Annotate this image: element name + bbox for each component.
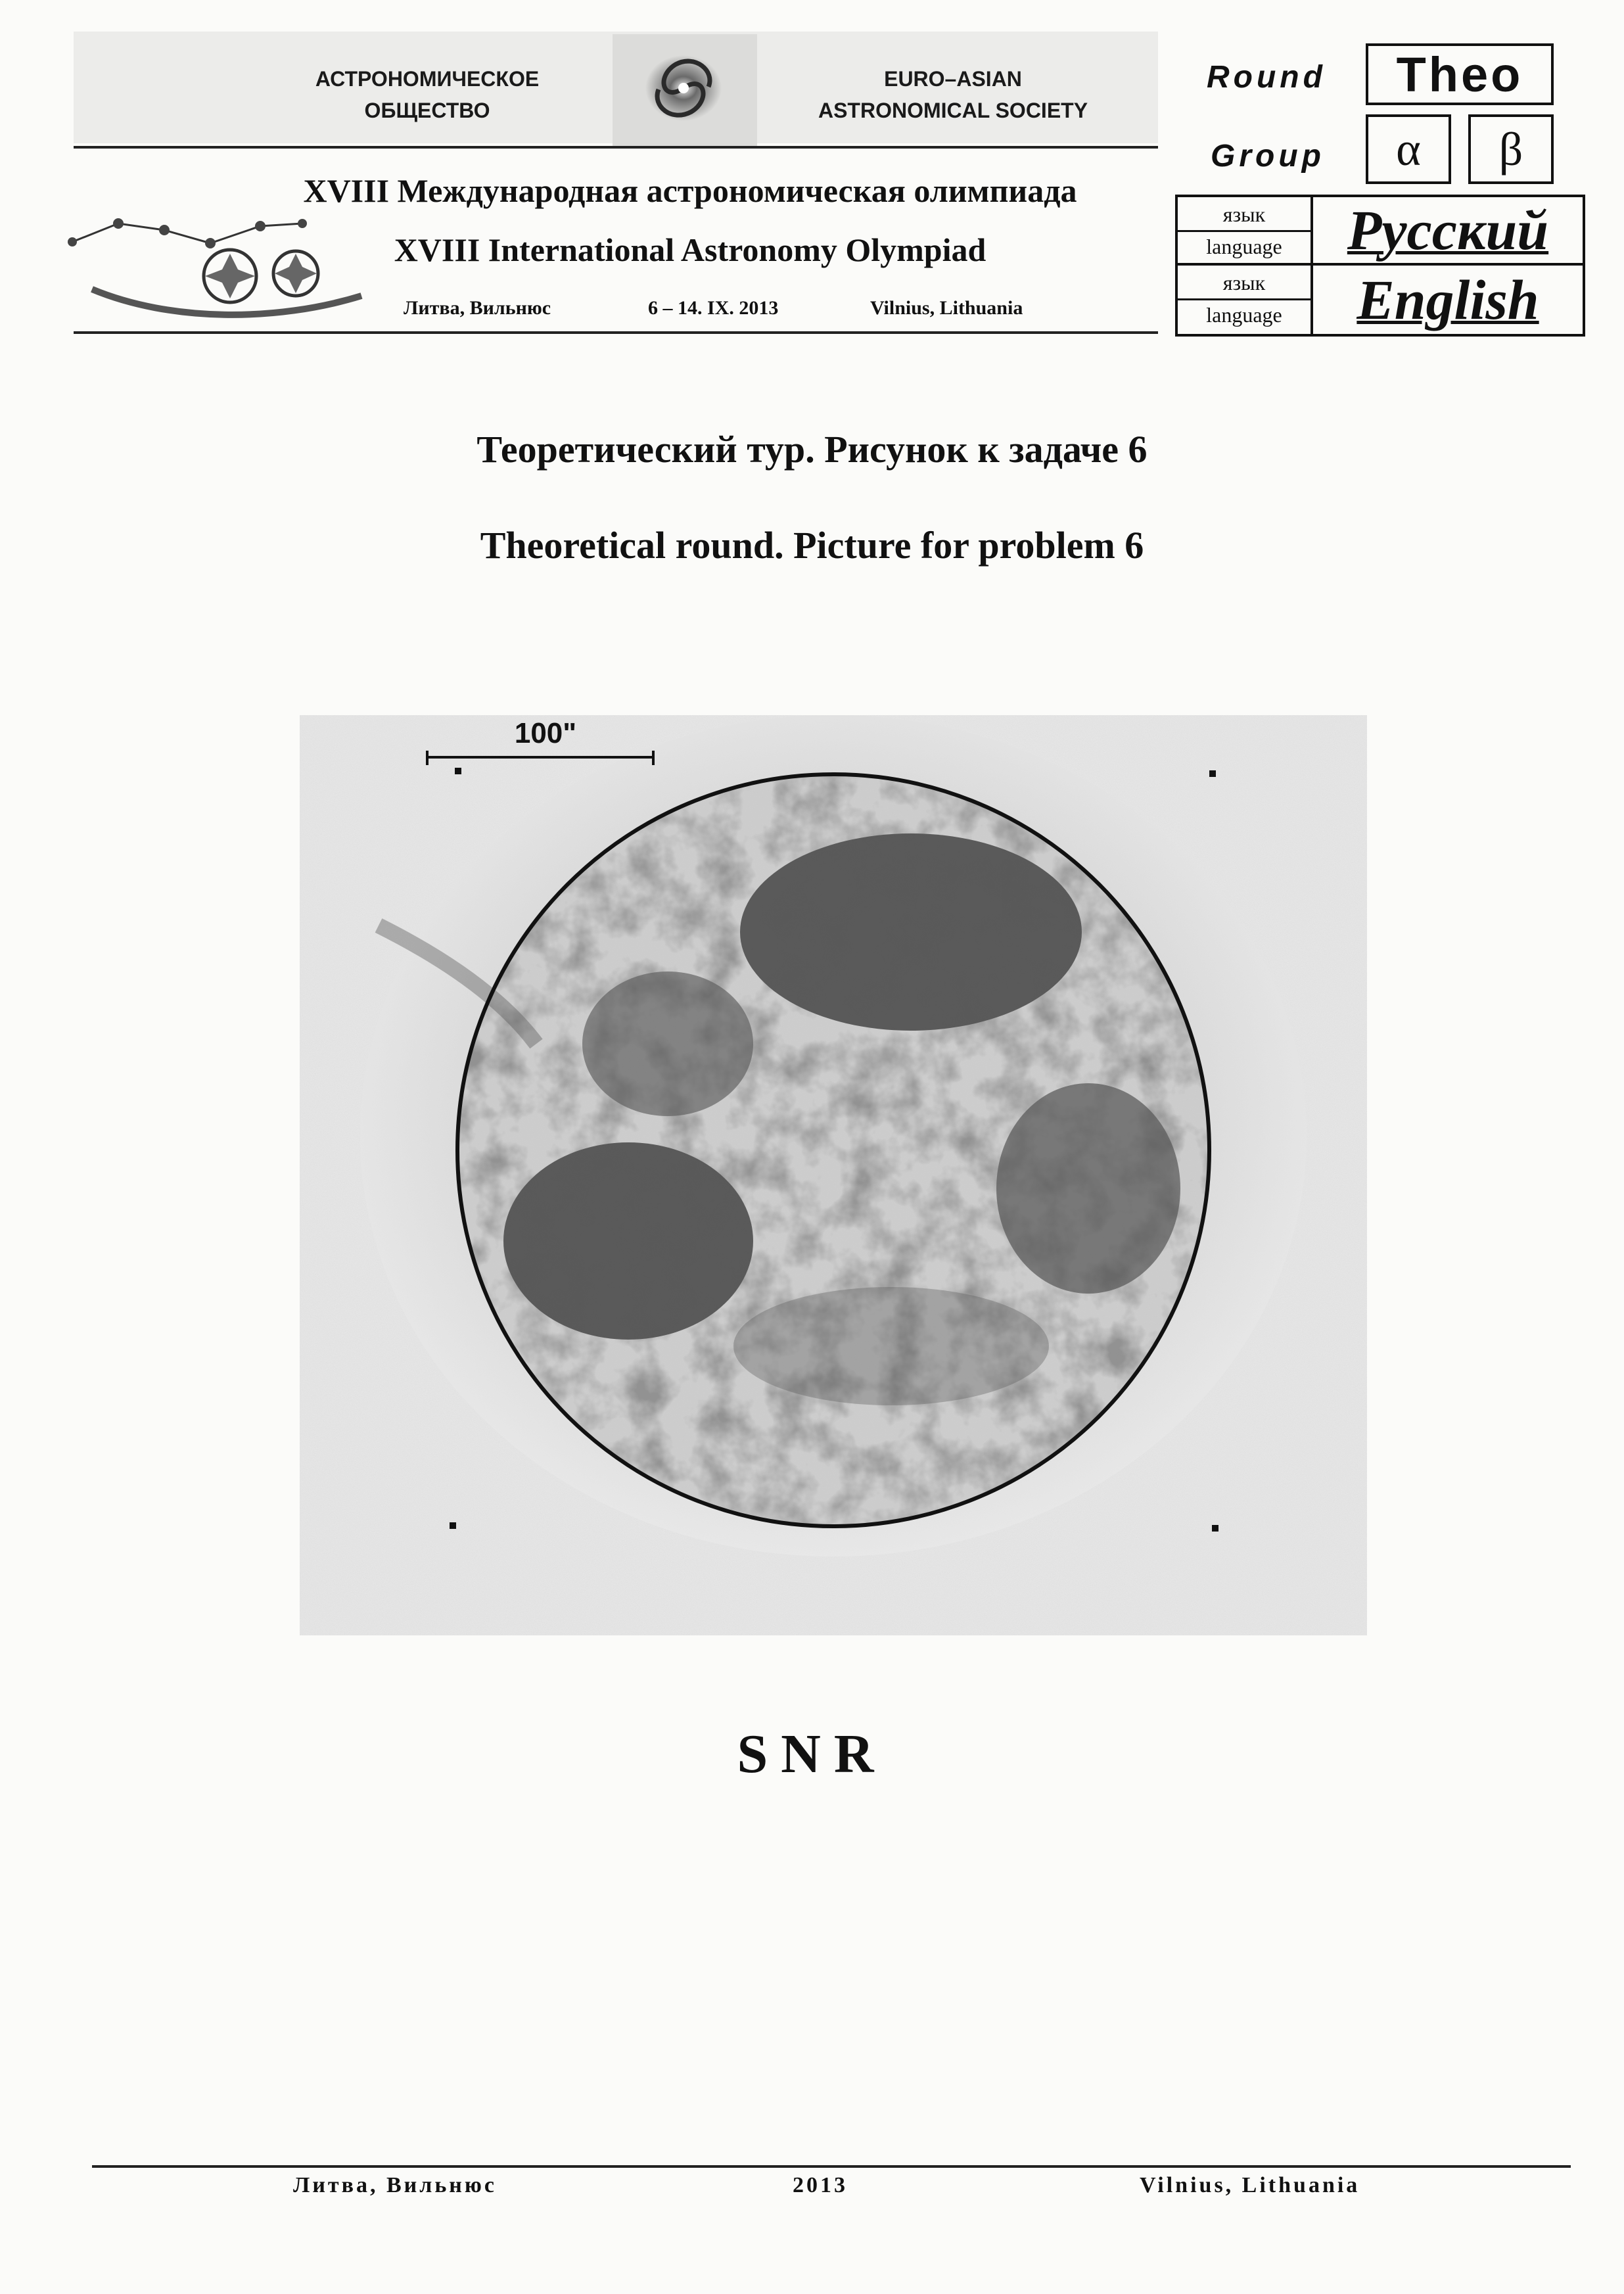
language-label-cell [1178,266,1313,334]
language-table [1175,195,1585,337]
galaxy-logo [613,34,757,146]
language-label-ru: язык [1222,202,1266,226]
olympiad-title-ru: XVIII Международная астрономическая олимпиада [303,172,1077,209]
olympiad-title-en: XVIII International Astronomy Olympiad [394,231,986,268]
language-value-russian: Русский [1347,199,1549,262]
olympiad-emblem-icon [66,210,375,329]
society-en-line1: EURO–ASIAN [884,67,1022,91]
galaxy-icon [613,34,757,146]
scale-bar-label: 100" [514,717,577,749]
footer-place-en: Vilnius, Lithuania [1140,2173,1360,2197]
round-label: Round [1207,60,1326,95]
society-ru-line2: ОБЩЕСТВО [364,99,490,122]
language-row [1178,197,1583,266]
header-divider [74,146,1158,149]
problem-title-en: Theoretical round. Picture for problem 6 [480,524,1144,567]
header-bottom-divider [74,331,1158,334]
figure-caption: SNR [737,1723,887,1785]
language-label-ru: язык [1222,271,1266,294]
language-value-english: English [1357,268,1539,331]
society-name-ru [289,63,565,126]
language-label-cell [1178,197,1313,263]
group-label: Group [1211,139,1325,174]
language-label-en: language [1178,298,1311,329]
group-beta: β [1468,114,1554,184]
society-en-line2: ASTRONOMICAL SOCIETY [818,99,1088,122]
group-alpha: α [1366,114,1451,184]
round-value: Theo [1366,43,1554,105]
language-label-en: language [1178,230,1311,261]
language-row [1178,266,1583,334]
footer-place-ru: Литва, Вильнюс [293,2173,497,2197]
snr-figure [300,715,1367,1635]
footer-year: 2013 [793,2173,848,2197]
header-place-ru: Литва, Вильнюс [404,297,551,319]
header-dates: 6 – 14. IX. 2013 [648,297,779,319]
snr-image [300,715,1367,1635]
footer-divider [92,2165,1571,2168]
society-ru-line1: АСТРОНОМИЧЕСКОЕ [315,67,540,91]
society-name-en [789,63,1117,126]
problem-title-ru: Теоретический тур. Рисунок к задаче 6 [476,428,1148,471]
header-place-en: Vilnius, Lithuania [870,297,1023,319]
